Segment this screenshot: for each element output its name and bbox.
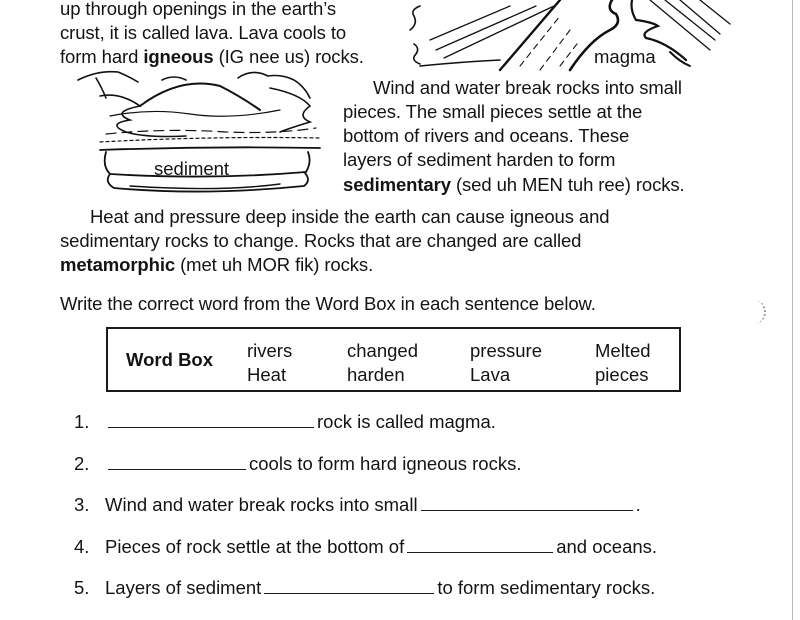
sedimentary-line-4: layers of sediment harden to form: [343, 149, 616, 170]
word-box: [106, 327, 681, 392]
metamorphic-line-3: metamorphic (met uh MOR fik) rocks.: [60, 254, 374, 275]
term-igneous: igneous: [143, 46, 214, 67]
word-box-column-2: [347, 339, 418, 387]
sedimentary-line-3: bottom of rivers and oceans. These: [343, 125, 630, 146]
metamorphic-line-2: sedimentary rocks to change. Rocks that are changed are called: [60, 230, 582, 251]
question-4: 4. Pieces of rock settle at the bottom of and oceans.: [74, 536, 658, 557]
answer-blank-5[interactable]: [264, 577, 434, 594]
word-rivers: rivers: [247, 340, 293, 361]
sedimentary-line-5: sedimentary (sed uh MEN tuh ree) rocks.: [343, 174, 685, 195]
word-changed: changed: [347, 340, 418, 361]
word-box-title: Word Box: [126, 349, 214, 370]
question-3: 3. Wind and water break rocks into small .: [74, 494, 641, 515]
word-pressure: pressure: [470, 340, 542, 361]
word-lava: Lava: [470, 364, 511, 385]
intro-line-3: form hard igneous (IG nee us) rocks.: [60, 46, 364, 67]
magma-label: magma: [594, 46, 656, 67]
intro-line-2: crust, it is called lava. Lava cools to: [60, 22, 347, 43]
question-2: 2. cools to form hard igneous rocks.: [74, 453, 522, 474]
binder-hole-mark: [742, 300, 766, 324]
term-metamorphic: metamorphic: [60, 254, 176, 275]
word-pieces: pieces: [595, 364, 649, 385]
intro-line-1: up through openings in the earth’s: [60, 0, 337, 19]
answer-blank-1[interactable]: [108, 411, 314, 428]
metamorphic-line-1: Heat and pressure deep inside the earth can cause igneous and: [90, 206, 610, 227]
answer-blank-4[interactable]: [407, 536, 553, 553]
answer-blank-3[interactable]: [421, 494, 633, 511]
sedimentary-line-2: pieces. The small pieces settle at the: [343, 101, 643, 122]
word-melted: Melted: [595, 340, 651, 361]
answer-blank-2[interactable]: [108, 453, 246, 470]
word-box-column-1: [247, 339, 292, 387]
word-harden: harden: [347, 364, 405, 385]
word-box-column-4: [595, 339, 651, 387]
sedimentary-line-1: Wind and water break rocks into small: [373, 77, 682, 98]
sediment-label: sediment: [154, 158, 230, 179]
word-heat: Heat: [247, 364, 287, 385]
volcano-illustration: [400, 0, 740, 72]
word-box-column-3: [470, 339, 542, 387]
instruction-text: Write the correct word from the Word Box in each sentence below.: [60, 293, 596, 314]
page-edge-line: [792, 0, 793, 620]
question-1: 1. rock is called magma.: [74, 411, 496, 432]
question-5: 5. Layers of sediment to form sedimentary rocks.: [74, 577, 656, 598]
term-sedimentary: sedimentary: [343, 174, 451, 195]
